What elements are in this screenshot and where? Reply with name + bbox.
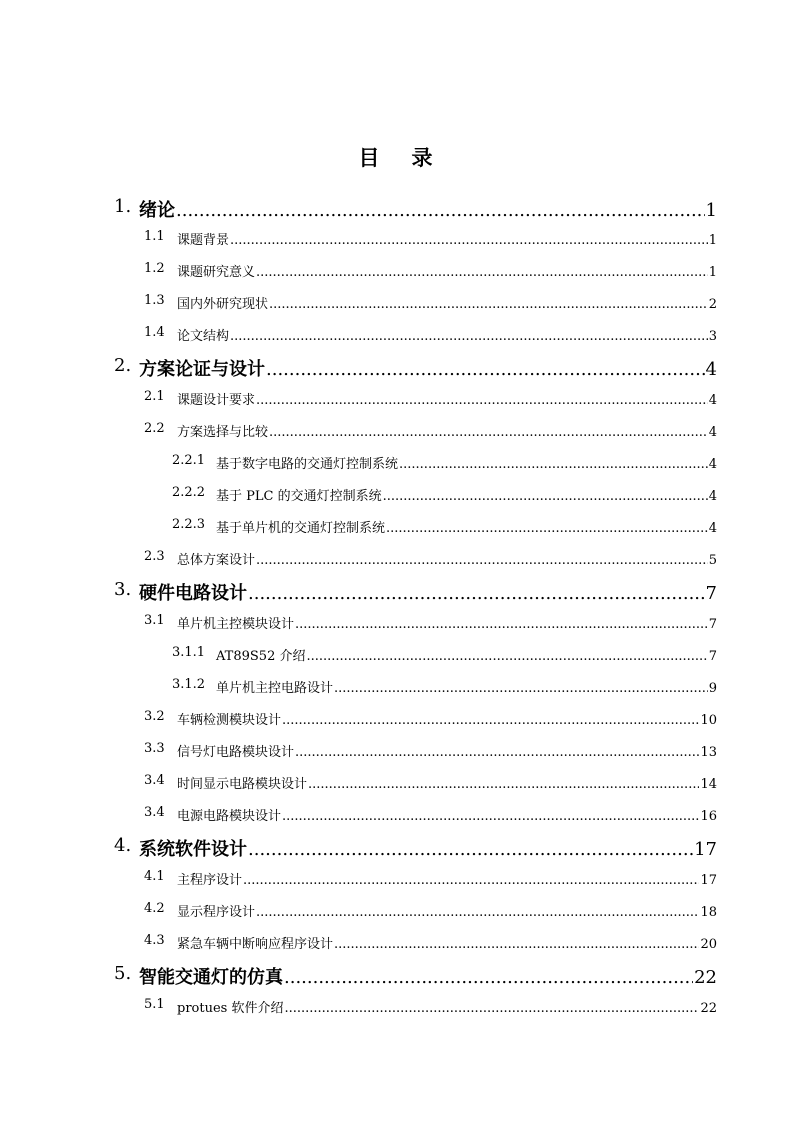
toc-entry-label: 基于 PLC 的交通灯控制系统 bbox=[216, 489, 382, 504]
page-title bbox=[0, 142, 793, 172]
toc-entry-page: 22 bbox=[694, 967, 717, 988]
dot-leader bbox=[295, 617, 708, 632]
dot-leader bbox=[308, 777, 699, 792]
toc-entry-page: 10 bbox=[700, 713, 717, 728]
toc-entry-page: 4 bbox=[708, 521, 717, 536]
toc-entry-number: 2.1 bbox=[144, 389, 165, 404]
dot-leader bbox=[256, 265, 708, 280]
toc-entry-page: 5 bbox=[708, 553, 717, 568]
toc-entry-number: 1.1 bbox=[144, 229, 165, 244]
toc-entry-number: 3.1 bbox=[144, 613, 165, 628]
toc-entry-number: 3.4 bbox=[144, 805, 165, 820]
toc-entry-page: 7 bbox=[708, 649, 717, 664]
toc-entry-label: 基于数字电路的交通灯控制系统 bbox=[216, 457, 399, 472]
toc-entry-label: AT89S52 介绍 bbox=[216, 649, 306, 664]
dot-leader bbox=[256, 905, 699, 920]
toc-entry-page: 7 bbox=[705, 583, 717, 604]
dot-leader bbox=[269, 425, 708, 440]
toc-entry-page: 4 bbox=[708, 393, 717, 408]
dot-leader bbox=[243, 873, 699, 888]
toc-entry-label: 方案选择与比较 bbox=[177, 425, 269, 440]
dot-leader bbox=[248, 839, 693, 860]
toc-entry-label: 课题研究意义 bbox=[177, 265, 256, 280]
toc-entry-label: 绪论 bbox=[139, 200, 175, 221]
toc-entry-number: 4.3 bbox=[144, 933, 165, 948]
toc-entry-label: 智能交通灯的仿真 bbox=[139, 967, 283, 988]
toc-entry-number: 2.2.3 bbox=[172, 517, 206, 532]
toc-entry-number: 2. bbox=[114, 355, 132, 376]
toc-entry-label: 显示程序设计 bbox=[177, 905, 256, 920]
toc-entry-number: 5.1 bbox=[144, 997, 165, 1012]
dot-leader bbox=[282, 809, 699, 824]
dot-leader bbox=[248, 583, 705, 604]
toc-entry-page: 4 bbox=[708, 489, 717, 504]
toc-entry-page: 17 bbox=[694, 839, 717, 860]
dot-leader bbox=[383, 489, 708, 504]
toc-entry-page: 9 bbox=[708, 681, 717, 696]
toc-entry-page: 4 bbox=[708, 425, 717, 440]
toc-entry-label: 信号灯电路模块设计 bbox=[177, 745, 295, 760]
dot-leader bbox=[269, 297, 708, 312]
toc-entry-page: 1 bbox=[708, 233, 717, 248]
toc-entry-number: 4.2 bbox=[144, 901, 165, 916]
toc-entry-label: 单片机主控电路设计 bbox=[216, 681, 334, 696]
toc-entry-number: 2.2 bbox=[144, 421, 165, 436]
toc-entry-number: 4.1 bbox=[144, 869, 165, 884]
dot-leader bbox=[399, 457, 708, 472]
toc-entry-number: 3.3 bbox=[144, 741, 165, 756]
toc-entry-page: 2 bbox=[708, 297, 717, 312]
toc-entry-label: 时间显示电路模块设计 bbox=[177, 777, 308, 792]
toc-entry-number: 5. bbox=[114, 963, 132, 984]
dot-leader bbox=[334, 937, 699, 952]
dot-leader bbox=[295, 745, 699, 760]
toc-entry-label: 紧急车辆中断响应程序设计 bbox=[177, 937, 334, 952]
toc-entry-number: 3.1.2 bbox=[172, 677, 206, 692]
toc-entry-label: 基于单片机的交通灯控制系统 bbox=[216, 521, 386, 536]
dot-leader bbox=[256, 553, 708, 568]
toc-entry-number: 1. bbox=[114, 196, 132, 217]
toc-entry-label: 电源电路模块设计 bbox=[177, 809, 282, 824]
toc-entry-number: 1.3 bbox=[144, 293, 165, 308]
dot-leader bbox=[230, 329, 708, 344]
toc-entry-number: 2.2.2 bbox=[172, 485, 206, 500]
toc-entry-page: 1 bbox=[705, 200, 717, 221]
toc-entry-label: 车辆检测模块设计 bbox=[177, 713, 282, 728]
dot-leader bbox=[256, 393, 708, 408]
toc-entry-label: 论文结构 bbox=[177, 329, 230, 344]
toc-entry-number: 4. bbox=[114, 835, 132, 856]
dot-leader bbox=[230, 233, 708, 248]
toc-entry-label: 硬件电路设计 bbox=[139, 583, 247, 604]
dot-leader bbox=[306, 649, 707, 664]
toc-entry-label: 总体方案设计 bbox=[177, 553, 256, 568]
toc-entry-number: 2.3 bbox=[144, 549, 165, 564]
toc-entry-number: 3.1.1 bbox=[172, 645, 206, 660]
toc-entry-page: 3 bbox=[708, 329, 717, 344]
dot-leader bbox=[266, 359, 705, 380]
toc-entry-page: 17 bbox=[700, 873, 717, 888]
toc-entry-label: 课题设计要求 bbox=[177, 393, 256, 408]
toc-entry-page: 20 bbox=[700, 937, 717, 952]
toc-entry-label: 单片机主控模块设计 bbox=[177, 617, 295, 632]
toc-entry-page: 18 bbox=[700, 905, 717, 920]
toc-entry-label: 系统软件设计 bbox=[139, 839, 247, 860]
toc-entry-label: protues 软件介绍 bbox=[177, 1001, 284, 1016]
title-char-1: 目 bbox=[358, 146, 382, 170]
toc-entry-page: 16 bbox=[700, 809, 717, 824]
toc-entry-label: 方案论证与设计 bbox=[139, 359, 265, 380]
toc-entry-page: 1 bbox=[708, 265, 717, 280]
toc-entry-number: 2.2.1 bbox=[172, 453, 206, 468]
toc-entry-label: 国内外研究现状 bbox=[177, 297, 269, 312]
toc-entry-label: 课题背景 bbox=[177, 233, 230, 248]
toc-entry-number: 3. bbox=[114, 579, 132, 600]
toc-entry-number: 1.2 bbox=[144, 261, 165, 276]
toc-entry-number: 3.2 bbox=[144, 709, 165, 724]
title-char-2: 录 bbox=[411, 146, 435, 170]
toc-entry-page: 4 bbox=[708, 457, 717, 472]
toc-entry-number: 1.4 bbox=[144, 325, 165, 340]
toc-entry-page: 4 bbox=[705, 359, 717, 380]
toc-entry-page: 13 bbox=[700, 745, 717, 760]
toc-entry-page: 7 bbox=[708, 617, 717, 632]
dot-leader bbox=[284, 967, 693, 988]
toc-entry-page: 14 bbox=[700, 777, 717, 792]
dot-leader bbox=[386, 521, 708, 536]
dot-leader bbox=[334, 681, 708, 696]
toc-entry-page: 22 bbox=[700, 1001, 717, 1016]
dot-leader bbox=[284, 1001, 699, 1016]
dot-leader bbox=[176, 200, 705, 221]
dot-leader bbox=[282, 713, 699, 728]
toc-entry-label: 主程序设计 bbox=[177, 873, 243, 888]
toc-entry-number: 3.4 bbox=[144, 773, 165, 788]
